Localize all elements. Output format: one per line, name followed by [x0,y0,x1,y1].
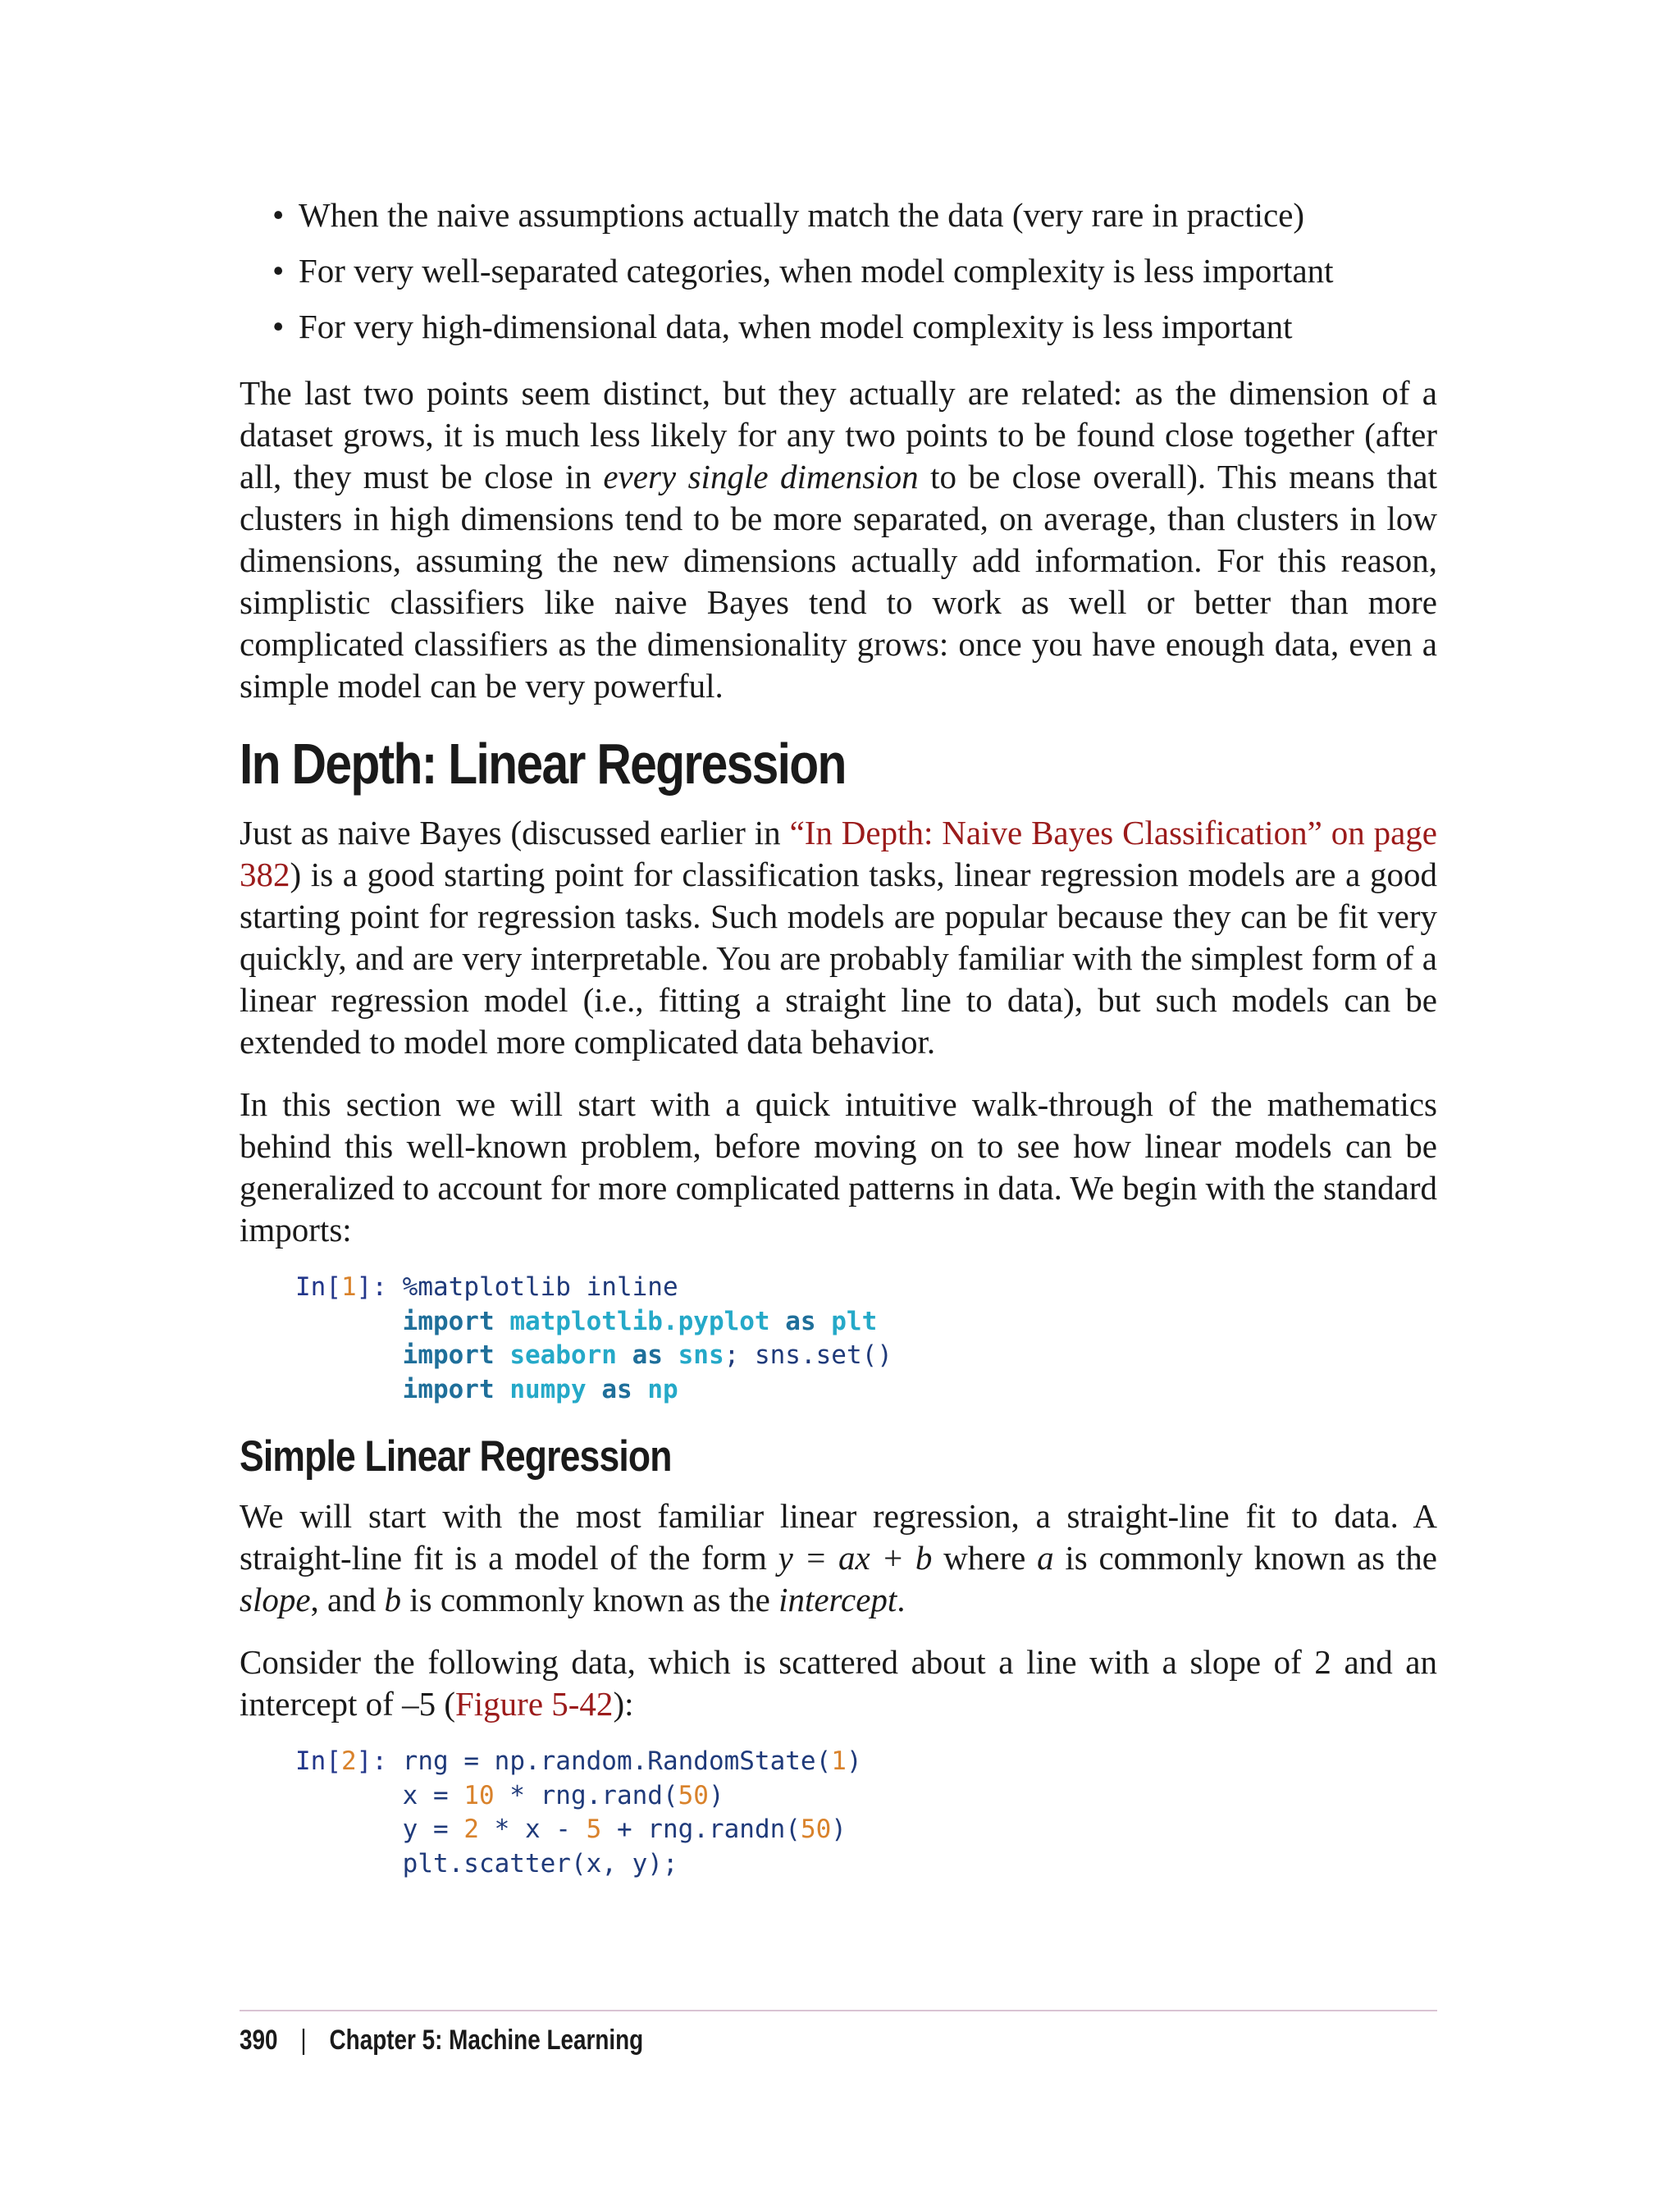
footer-separator: | [300,2025,307,2056]
page-footer [240,2025,643,2057]
code-block-data: In[2]: rng = np.random.RandomState(1) x = 10 * rng.rand(50) y = 2 * x - 5 + rng.randn(50) plt.scatter(x, y); [295,1746,862,1879]
bullet-list [240,187,1437,354]
page-number: 390 [240,2025,278,2056]
chapter-title: Chapter 5: Machine Learning [329,2025,644,2056]
subsection-title: Simple Linear Regression [240,1432,672,1481]
figure-reference-link[interactable]: Figure 5-42 [454,1685,614,1723]
paragraph-dimensionality: The last two points seem distinct, but they actually are related: as the dimension of a dataset grows, it is much less likely for any two points to be found close together (after all, they must be close in every single dimension to be close overall). This means that clusters in high dimensions tend to be more separated, on average, than clusters in low dimensions, assuming the new dimensions actually add information. For this reason, simplistic classifiers like naive Bayes tend to work as well or better than more complicated classifiers as the dimensionality grows: once you have enough data, even a simple model can be very powerful. [240,374,1437,705]
bullet-icon: • [272,252,285,290]
list-item: • When the naive assumptions actually match the data (very rare in practice) [240,187,1437,243]
paragraph-data-description: Consider the following data, which is scattered about a line with a slope of 2 and an intercept of –5 (Figure 5-42): [240,1643,1437,1723]
paragraph-intro: Just as naive Bayes (discussed earlier in “In Depth: Naive Bayes Classification” on page 382) is a good starting point for classification tasks, linear regression models are a good starting point for regression tasks. Such models are popular because they can be fit very quickly, and are very interpretable. You are probably familiar with the simplest form of a linear regression model (i.e., fitting a straight line to data), but such models can be extended to model more complicated data behavior. [240,814,1437,1061]
paragraph-simple-regression: We will start with the most familiar linear regression, a straight-line fit to data. A straight-line fit is a model of the form y = ax + b where a is commonly known as the slope, and b is commonly known as the intercept. [240,1497,1437,1618]
list-item: • For very well-separated categories, when model complexity is less important [240,243,1437,299]
code-block-imports: In[1]: %matplotlib inline import matplotlib.pyplot as plt import seaborn as sns; sns.set() import numpy as np [295,1272,892,1404]
section-title: In Depth: Linear Regression [240,732,846,796]
bullet-icon: • [272,196,285,234]
footer-divider [240,2010,1437,2011]
list-item: • For very high-dimensional data, when model complexity is less important [240,299,1437,354]
paragraph-section-overview: In this section we will start with a quick intuitive walk-through of the mathematics behind this well-known problem, before moving on to see how linear models can be generalized to account for more complicated patterns in data. We begin with the standard imports: [240,1085,1438,1249]
page-content [240,187,1437,1881]
bullet-icon: • [272,308,285,345]
cross-reference-link[interactable]: “In Depth: Naive Bayes Classification” on page 382 [240,814,1437,893]
